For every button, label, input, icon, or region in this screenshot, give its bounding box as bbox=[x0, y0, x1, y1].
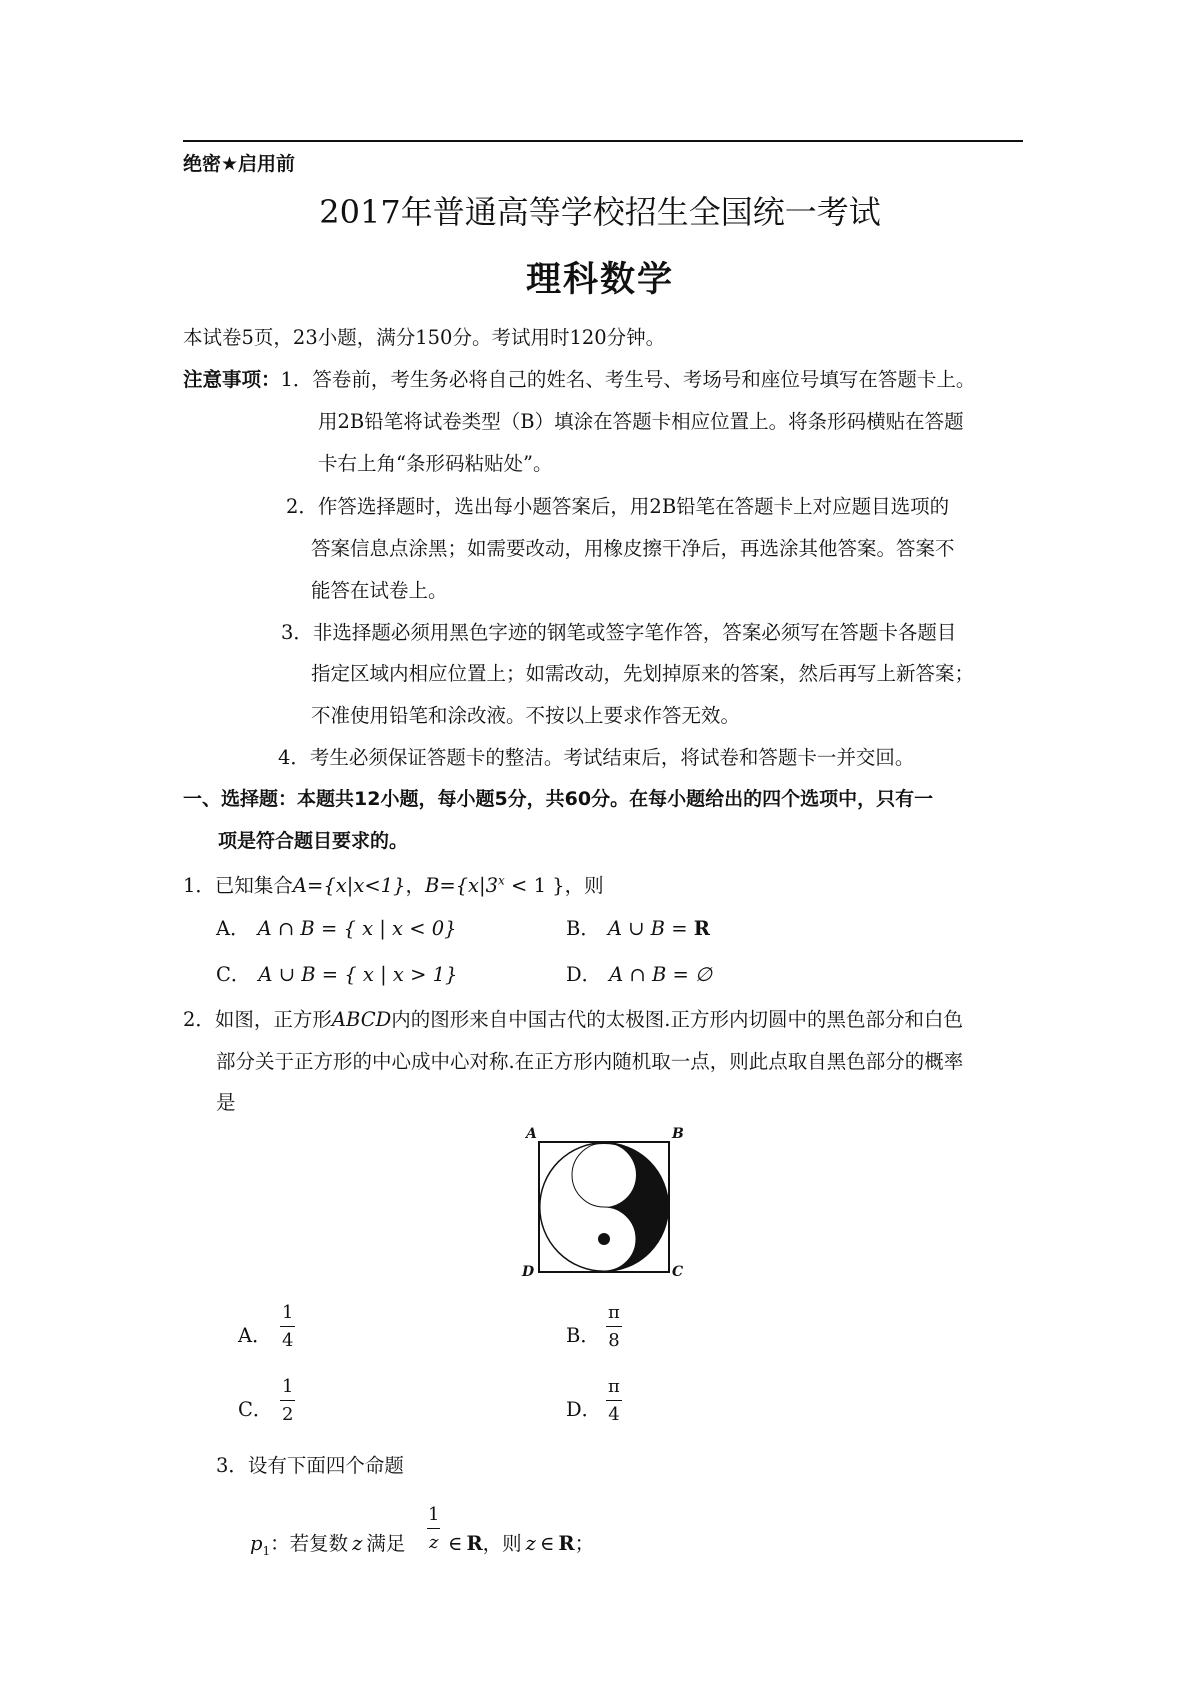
q3-p1-conclusion: ∈ R，则 z ∈ R； bbox=[448, 1532, 595, 1555]
q1-option-a[interactable]: A． A ∩ B = { x | x < 0} bbox=[216, 917, 457, 940]
q2-option-a-fraction: $\frac{1}{4}$ bbox=[282, 1302, 294, 1351]
q1-option-d[interactable]: D． A ∩ B = ∅ bbox=[566, 963, 713, 986]
section-heading-line-1: 一、选择题：本题共12小题，每小题5分，共60分。在每小题给出的四个选项中，只有一 bbox=[183, 788, 934, 810]
notes-line-9: 不准使用铅笔和涂改液。不按以上要求作答无效。 bbox=[311, 704, 741, 727]
q2-stem-line-1: 2．如图，正方形ABCD内的图形来自中国古代的太极图.正方形内切圆中的黑色部分和白色 bbox=[183, 1008, 963, 1031]
black-dot bbox=[598, 1233, 610, 1245]
q3-proposition-p1: $p_1$：若复数 z 满足 bbox=[250, 1532, 406, 1558]
taiji-figure bbox=[522, 1126, 692, 1286]
q2-stem-line-3: 是 bbox=[216, 1091, 236, 1114]
q2-option-b-fraction: $\frac{\pi}{8}$ bbox=[608, 1302, 620, 1351]
notes-line-1 bbox=[183, 364, 975, 392]
q2-stem-line-2: 部分关于正方形的中心成中心对称.在正方形内随机取一点，则此点取自黑色部分的概率 bbox=[216, 1050, 964, 1073]
notes-line-8: 指定区域内相应位置上；如需改动，先划掉原来的答案，然后再写上新答案； bbox=[311, 662, 975, 685]
q2-option-d-fraction: $\frac{\pi}{4}$ bbox=[608, 1376, 620, 1425]
q3-stem: 3．设有下面四个命题 bbox=[216, 1454, 404, 1477]
notes-line-2: 用2B铅笔将试卷类型（B）填涂在答题卡相应位置上。将条形码横贴在答题 bbox=[318, 410, 964, 433]
notes-line-7: 3．非选择题必须用黑色字迹的钢笔或签字笔作答，答案必须写在答题卡各题目 bbox=[281, 621, 957, 644]
q1-option-b[interactable]: B． A ∪ B = R bbox=[566, 917, 710, 940]
intro-text: 本试卷5页，23小题，满分150分。考试用时120分钟。 bbox=[183, 326, 666, 349]
vertex-a-label: A bbox=[526, 1126, 537, 1142]
secret-mark: 绝密★启用前 bbox=[183, 153, 296, 175]
notes-line-10: 4．考生必须保证答题卡的整洁。考试结束后，将试卷和答题卡一并交回。 bbox=[278, 746, 915, 769]
section-heading-line-2: 项是符合题目要求的。 bbox=[218, 830, 409, 852]
vertex-b-label: B bbox=[672, 1126, 684, 1142]
notes-line-3: 卡右上角“条形码粘贴处”。 bbox=[318, 452, 553, 475]
notes-label: 注意事项： bbox=[183, 368, 281, 391]
q3-p1-fraction: $\frac{1}{z}$ bbox=[428, 1504, 440, 1553]
q2-option-b-label[interactable]: B． bbox=[566, 1324, 600, 1347]
white-dot bbox=[598, 1169, 610, 1181]
q2-option-c-fraction: $\frac{1}{2}$ bbox=[282, 1376, 294, 1425]
q2-option-d-label[interactable]: D． bbox=[566, 1398, 602, 1421]
q2-option-c-label[interactable]: C． bbox=[238, 1398, 273, 1421]
q2-option-a-label[interactable]: A． bbox=[238, 1324, 272, 1347]
vertex-d-label: D bbox=[522, 1264, 535, 1280]
q1-stem: 1．已知集合A={x|x<1}，$B=\{x|3^x < 1$ }，则 bbox=[183, 873, 604, 897]
notes-line-5: 答案信息点涂黑；如需要改动，用橡皮擦干净后，再选涂其他答案。答案不 bbox=[311, 537, 955, 560]
vertex-c-label: C bbox=[672, 1264, 684, 1280]
exam-title: 2017年普通高等学校招生全国统一考试 bbox=[319, 193, 881, 231]
notes-text: 1．答卷前，考生务必将自己的姓名、考生号、考场号和座位号填写在答题卡上。 bbox=[280, 368, 976, 391]
notes-line-4: 2．作答选择题时，选出每小题答案后，用2B铅笔在答题卡上对应题目选项的 bbox=[286, 495, 950, 518]
notes-line-6: 能答在试卷上。 bbox=[311, 579, 448, 602]
exam-subtitle: 理科数学 bbox=[525, 260, 674, 300]
q1-option-c[interactable]: C． A ∪ B = { x | x > 1} bbox=[216, 963, 458, 986]
top-rule bbox=[183, 140, 1023, 142]
